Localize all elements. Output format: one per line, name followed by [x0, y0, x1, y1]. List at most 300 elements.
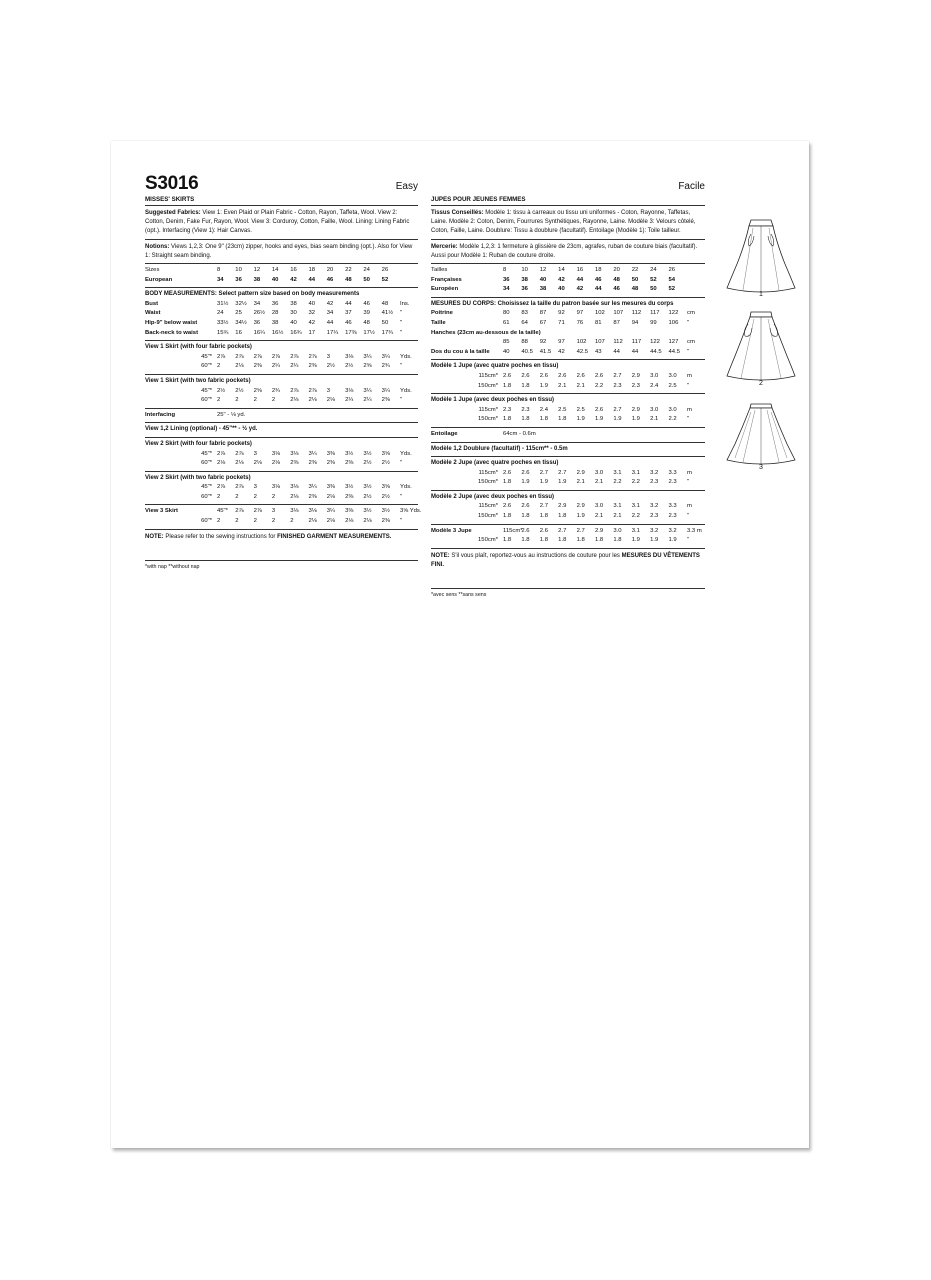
table-cell: 3.0: [650, 406, 659, 413]
table-cell: 117: [650, 310, 660, 317]
table-cell: 34: [217, 276, 224, 283]
table-row: [431, 329, 705, 339]
table-cell: 2: [217, 397, 221, 404]
fabric-width: 115cm*: [503, 527, 523, 534]
table-cell: 52: [381, 276, 389, 283]
table-cell: 2: [217, 493, 221, 500]
section-title: MISSES' SKIRTS: [145, 196, 418, 206]
table-cell: 2⅛: [290, 493, 299, 500]
table-cell: 16: [235, 329, 242, 336]
row-label: European: [145, 276, 173, 283]
table-cell: 40: [271, 276, 279, 283]
view-number: 2: [759, 380, 763, 387]
header: [145, 171, 418, 193]
table-row: [431, 319, 705, 329]
table-cell: 3.0: [668, 372, 677, 379]
table-cell: 3.0: [594, 469, 604, 476]
table-cell: 2⅛: [290, 397, 299, 404]
yardage-section-title: Modèle 2 Jupe (avec deux poches en tissu): [431, 493, 555, 500]
table-cell: 14: [271, 267, 279, 273]
row-label: Modèle 3 Jupe: [431, 527, 472, 534]
table-cell: 16½: [271, 329, 284, 336]
table-cell: 2⅜: [381, 518, 390, 525]
table-cell: 2.2: [613, 479, 622, 486]
table-cell: 2: [253, 397, 257, 404]
yardage-section-title: Modèle 1,2 Doublure (facultatif) - 115cm** - 0.5m: [431, 445, 568, 452]
table-cell: 2.7: [539, 503, 548, 510]
table-cell: 1.8: [613, 537, 622, 544]
table-row: [145, 411, 418, 421]
table-cell: 2⅛: [326, 397, 335, 404]
table-cell: 1.8: [521, 382, 530, 389]
table-cell: 2.6: [521, 527, 530, 534]
table-cell: 71: [558, 319, 565, 326]
table-cell: 42: [558, 348, 565, 355]
table-cell: 107: [594, 339, 605, 346]
table-cell: 2⅛: [217, 460, 226, 467]
table-cell: 3.1: [613, 469, 622, 476]
header: [431, 171, 705, 193]
table-cell: 3⅛: [308, 508, 317, 515]
row-label: Françaises: [431, 276, 462, 283]
table-cell: 2.6: [503, 372, 512, 379]
table-cell: 81: [594, 319, 602, 326]
table-cell: 40.5: [521, 348, 533, 355]
table-cell: 42: [290, 276, 297, 283]
yardage-section-title: Modèle 2 Jupe (avec quatre poches en tissu): [431, 460, 559, 467]
table-cell: 2.1: [558, 382, 567, 389]
table-cell: 17½: [363, 329, 375, 336]
row-label: Poitrine: [431, 310, 453, 317]
table-cell: 43: [594, 348, 602, 355]
table-cell: 41½: [381, 310, 394, 317]
table-cell: 3.2: [650, 527, 659, 534]
table-cell: 18: [308, 267, 316, 273]
table-cell: 2⅞: [217, 484, 226, 491]
table-cell: 2.6: [503, 469, 512, 476]
view-number: 3: [759, 464, 763, 471]
table-cell: 1.8: [539, 537, 548, 544]
table-cell: 3½: [381, 508, 390, 515]
table-row: [431, 309, 705, 319]
row-label: Waist: [145, 310, 161, 317]
table-cell: 36: [253, 319, 261, 326]
table-cell: 48: [345, 276, 352, 283]
table-row: [145, 300, 418, 310]
table-cell: 2: [235, 493, 239, 500]
row-label: 45"*: [201, 353, 212, 360]
table-row: [431, 382, 705, 392]
row-label: Dos du cou à la taille: [431, 348, 490, 355]
table-cell: 2.7: [558, 527, 567, 534]
table-cell: 3.0: [650, 372, 659, 379]
table-cell: 36: [503, 276, 510, 283]
table-row: [431, 502, 705, 512]
table-cell: 2: [290, 518, 294, 525]
table-cell: 1.9: [521, 479, 530, 486]
table-cell: 2⅞: [253, 353, 262, 360]
table-cell: 1.9: [613, 416, 622, 423]
skirt-view-3-icon: [721, 398, 801, 490]
table-cell: 2.1: [576, 479, 585, 486]
table-cell: 1.8: [558, 416, 567, 423]
table-cell: 112: [613, 339, 623, 346]
row-label: 60"*: [201, 460, 212, 467]
table-cell: 50: [381, 319, 389, 326]
row-label: 150cm*: [478, 537, 498, 544]
row-label: 60"*: [201, 363, 212, 370]
table-cell: 64cm - 0.6m: [503, 430, 536, 437]
table-cell: 2.9: [631, 406, 640, 413]
table-cell: 2¼: [271, 363, 281, 370]
table-row: [431, 536, 705, 546]
table-cell: 2⅛: [345, 518, 354, 525]
body-measurements-heading: BODY MEASUREMENTS: Select pattern size based on body measurements: [145, 291, 360, 298]
table-cell: 2⅞: [235, 508, 244, 515]
row-label: 115cm*: [478, 406, 498, 413]
table-cell: 3⅛: [345, 387, 354, 394]
unit-label: ": [400, 518, 403, 525]
table-cell: 3¼: [308, 450, 317, 457]
table-cell: 2½: [217, 387, 226, 394]
table-cell: 17¼: [326, 329, 339, 336]
size-charts: [145, 263, 422, 527]
unit-label: [687, 266, 705, 276]
table-cell: 40: [290, 319, 297, 326]
table-cell: 76: [576, 319, 584, 326]
row-label: 115cm*: [478, 372, 498, 379]
table-cell: 3.3: [668, 503, 677, 510]
pattern-sheet: [111, 141, 809, 1148]
table-cell: 3¼: [381, 387, 390, 394]
table-cell: 3.3: [668, 469, 677, 476]
table-cell: 2: [271, 518, 276, 525]
table-cell: 2.3: [668, 513, 677, 520]
table-cell: 44: [576, 276, 584, 283]
table-cell: 46: [345, 319, 352, 326]
table-cell: 1.9: [558, 479, 567, 486]
table-cell: 2⅞: [235, 484, 244, 491]
table-cell: 38: [290, 300, 297, 307]
note: NOTE: S'il vous plaît, reportez-vous au instructions de couture pour les MESURES DU VÊTEMENTS FINI.: [431, 552, 700, 568]
table-row: [145, 309, 418, 319]
table-cell: 10: [235, 267, 242, 273]
table-cell: 2⅛: [271, 460, 281, 467]
table-cell: 1.8: [558, 513, 567, 520]
row-label: [431, 338, 503, 348]
table-cell: 40: [558, 286, 565, 293]
row-label: 45"*: [201, 484, 212, 491]
table-cell: 2⅜: [381, 397, 390, 404]
note: NOTE: Please refer to the sewing instructions for FINISHED GARMENT MEASUREMENTS.: [145, 533, 392, 540]
table-cell: 2.1: [594, 479, 604, 486]
table-cell: 3.1: [613, 503, 622, 510]
table-cell: 2⅜: [345, 460, 354, 467]
table-cell: 112: [631, 310, 642, 317]
table-cell: 2⅜: [326, 460, 335, 467]
table-cell: 24: [217, 310, 224, 317]
table-cell: 54: [668, 276, 676, 283]
table-cell: 3¼: [363, 387, 372, 394]
table-cell: 2¼: [290, 363, 299, 370]
table-cell: 102: [594, 310, 605, 317]
table-cell: 36: [271, 300, 279, 307]
unit-label: ": [687, 319, 690, 326]
table-row: [431, 430, 705, 440]
table-cell: 46: [594, 276, 602, 283]
table-cell: 12: [253, 267, 261, 273]
row-label: Tailles: [431, 267, 448, 273]
table-row: [431, 348, 705, 358]
unit-label: [687, 276, 705, 286]
table-cell: 3½: [363, 450, 372, 457]
table-cell: 3⅝: [381, 450, 390, 457]
unit-label: ": [400, 460, 403, 467]
table-cell: 36: [235, 276, 242, 283]
table-cell: 16: [290, 267, 297, 273]
table-cell: 42: [326, 300, 334, 307]
table-cell: 3⅛: [345, 353, 354, 360]
table-cell: 2⅞: [217, 450, 226, 457]
table-cell: 2⅞: [235, 450, 244, 457]
difficulty-level: Easy: [395, 181, 418, 192]
table-cell: 2.7: [558, 469, 567, 476]
unit-label: cm: [687, 310, 695, 317]
table-cell: 2.7: [576, 527, 585, 534]
table-cell: 24: [363, 267, 370, 273]
table-cell: 3½: [363, 484, 372, 491]
table-cell: 2⅛: [326, 518, 335, 525]
table-cell: 17¾: [381, 329, 394, 336]
table-row: [431, 415, 705, 425]
unit-label: [400, 266, 418, 276]
table-cell: 32½: [235, 300, 247, 307]
table-cell: 127: [668, 339, 679, 346]
row-label: View 3 Skirt: [145, 508, 178, 515]
table-row: [145, 493, 418, 503]
table-cell: 34: [503, 286, 510, 293]
table-cell: 20: [613, 267, 620, 273]
table-row: [145, 353, 418, 363]
table-cell: 2⅛: [235, 363, 244, 370]
table-cell: 50: [363, 276, 370, 283]
table-cell: 2.5: [558, 406, 567, 413]
table-cell: 17⅜: [345, 329, 357, 336]
yardage-section-title: View 2 Skirt (with two fabric pockets): [145, 474, 251, 481]
french-column: [431, 171, 705, 598]
unit-label: Yds.: [400, 450, 412, 457]
table-cell: 2.9: [576, 503, 585, 510]
unit-label: ": [400, 310, 403, 317]
notions: Mercerie: Modèle 1,2,3: 1 fermeture à glissière de 23cm, agrafes, ruban de couture biais (facultatif). Aussi pour Modèle 1: Ruban de couture droite.: [431, 244, 698, 259]
table-cell: 122: [668, 310, 679, 317]
table-cell: 2.6: [521, 503, 530, 510]
table-cell: 3¼: [381, 353, 390, 360]
table-cell: 44: [613, 348, 620, 355]
table-cell: 1.8: [503, 513, 512, 520]
table-cell: 3⅜: [326, 484, 335, 491]
table-cell: 2⅛: [308, 397, 317, 404]
table-cell: 2: [253, 518, 257, 525]
table-cell: 38: [271, 319, 279, 326]
table-cell: 16¼: [253, 329, 266, 336]
table-cell: 3¼: [326, 508, 335, 515]
table-row: [145, 396, 418, 406]
table-cell: 3: [326, 353, 331, 360]
table-cell: 2.1: [576, 382, 585, 389]
table-cell: 38: [539, 286, 547, 293]
table-cell: 1.9: [594, 416, 604, 423]
unit-label: m: [687, 406, 692, 413]
table-cell: 2.5: [576, 406, 585, 413]
table-cell: 1.8: [503, 537, 512, 544]
table-cell: 42.5: [576, 348, 589, 355]
table-cell: 2⅛: [326, 493, 335, 500]
unit-label: m: [687, 469, 692, 476]
table-cell: 2.3: [650, 513, 659, 520]
table-cell: 1.9: [539, 382, 548, 389]
table-cell: 25" - ⅛ yd.: [217, 411, 246, 418]
table-cell: 2½: [363, 460, 372, 467]
row-label: 150cm*: [478, 416, 498, 423]
row-label: Taille: [431, 319, 446, 326]
table-cell: 1.9: [576, 513, 585, 520]
table-cell: 20: [326, 267, 334, 273]
table-cell: 2.6: [503, 503, 512, 510]
yardage-section-title: Modèle 1 Jupe (avec deux poches en tissu): [431, 397, 555, 404]
table-cell: 3.2: [650, 469, 659, 476]
table-cell: 85: [503, 339, 510, 346]
table-cell: 1.8: [539, 416, 548, 423]
table-cell: 44.5: [668, 348, 680, 355]
table-cell: 16¾: [290, 329, 302, 336]
table-cell: 2.7: [613, 406, 622, 413]
unit-label: ": [400, 493, 403, 500]
unit-label: ": [687, 513, 690, 520]
row-label: Interfacing: [145, 411, 176, 418]
table-cell: 2.3: [521, 406, 530, 413]
unit-label: ": [687, 382, 690, 389]
table-cell: 97: [576, 310, 584, 317]
table-cell: 1.8: [503, 382, 512, 389]
row-label: Hanches (23cm au-dessous de la taille): [431, 329, 541, 336]
unit-label: ": [400, 363, 403, 370]
difficulty-level: Facile: [678, 181, 705, 192]
table-cell: 8: [217, 267, 221, 273]
table-cell: 1.9: [631, 416, 640, 423]
table-cell: 3: [253, 484, 257, 491]
table-cell: 3.3 m: [687, 527, 702, 534]
table-row: [431, 285, 705, 295]
unit-label: ": [687, 537, 690, 544]
row-label: 150cm*: [478, 382, 498, 389]
unit-label: ": [687, 348, 690, 355]
unit-label: m: [687, 372, 692, 379]
row-label: 60"*: [201, 518, 212, 525]
footnote: *avec sens **sans sens: [431, 588, 705, 598]
table-cell: 1.8: [576, 537, 585, 544]
table-cell: 2⅜: [308, 363, 317, 370]
table-cell: 88: [521, 339, 528, 346]
unit-label: Yds.: [400, 353, 412, 360]
table-cell: 3.0: [594, 503, 604, 510]
table-cell: 2.6: [576, 372, 585, 379]
table-cell: 2⅞: [308, 387, 317, 394]
table-cell: 1.9: [668, 537, 677, 544]
row-label: 60"*: [201, 397, 212, 404]
table-cell: 2⅛: [235, 460, 244, 467]
table-cell: 2½: [235, 387, 244, 394]
suggested-fabrics: Tissus Conseillés: Modèle 1: tissu à carreaux ou tissu uni uniformes - Coton, Rayonne, Taffetas, Laine. Modèle 2: Coton, Denim, Fourrures Synthétiques, Rayonne, Laine. Modèle 3: Velours côtelé, Coton, Faille, Laine. Doublure: Tissu à doublure (facultatif). Entoilage (Modèle 1): Toile tailleur.: [431, 210, 696, 234]
table-cell: 61: [503, 319, 510, 326]
table-row: [431, 406, 705, 416]
table-cell: 15¾: [217, 329, 229, 336]
table-cell: 2.1: [613, 513, 622, 520]
table-cell: 38: [521, 276, 528, 283]
table-cell: 2.6: [558, 372, 567, 379]
fabric-width: 45"*: [217, 508, 228, 515]
table-cell: 32: [308, 310, 316, 317]
table-cell: 1.9: [539, 479, 548, 486]
table-cell: 2.2: [594, 382, 604, 389]
table-cell: 2.5: [668, 382, 677, 389]
table-cell: 1.9: [650, 537, 659, 544]
table-cell: 26½: [253, 310, 266, 317]
table-cell: 3½: [363, 508, 372, 515]
unit-label: m: [687, 503, 692, 510]
unit-label: ": [400, 319, 403, 326]
table-cell: 2.9: [631, 372, 640, 379]
table-cell: 87: [539, 310, 547, 317]
table-cell: 2⅞: [235, 353, 244, 360]
table-cell: 1.9: [576, 416, 585, 423]
table-cell: 3: [326, 387, 331, 394]
table-cell: 2.7: [539, 469, 548, 476]
table-cell: 102: [576, 339, 587, 346]
table-cell: 97: [558, 339, 565, 346]
table-cell: 2: [235, 397, 239, 404]
table-cell: 2.9: [576, 469, 585, 476]
table-cell: 44: [308, 276, 316, 283]
table-cell: 2.2: [668, 416, 677, 423]
table-cell: 2.7: [613, 372, 622, 379]
table-cell: 2: [253, 493, 257, 500]
table-cell: 2⅛: [253, 460, 262, 467]
row-label: Hip-9" below waist: [145, 319, 198, 326]
table-cell: 30: [290, 310, 297, 317]
table-cell: 3⅛: [290, 508, 299, 515]
table-cell: 44: [594, 286, 602, 293]
table-cell: 10: [521, 267, 528, 273]
table-row: [145, 329, 418, 339]
table-cell: 99: [650, 319, 657, 326]
table-cell: 92: [558, 310, 565, 317]
table-cell: 2.6: [539, 527, 548, 534]
skirt-view-2-icon: [721, 306, 801, 398]
table-cell: 31½: [217, 300, 229, 307]
table-cell: 1.8: [521, 416, 530, 423]
table-cell: 2: [271, 397, 276, 404]
table-cell: 52: [650, 276, 657, 283]
table-cell: 24: [650, 267, 657, 273]
yardage-section-title: View 1 Skirt (with four fabric pockets): [145, 344, 252, 351]
footnote: *with nap **without nap: [145, 560, 418, 570]
table-row: [431, 512, 705, 522]
yardage-section-title: View 1,2 Lining (optional) - 45"** - ½ yd.: [145, 426, 258, 433]
table-cell: 52: [668, 286, 676, 293]
table-row: [431, 478, 705, 488]
row-label: Bust: [145, 300, 159, 307]
